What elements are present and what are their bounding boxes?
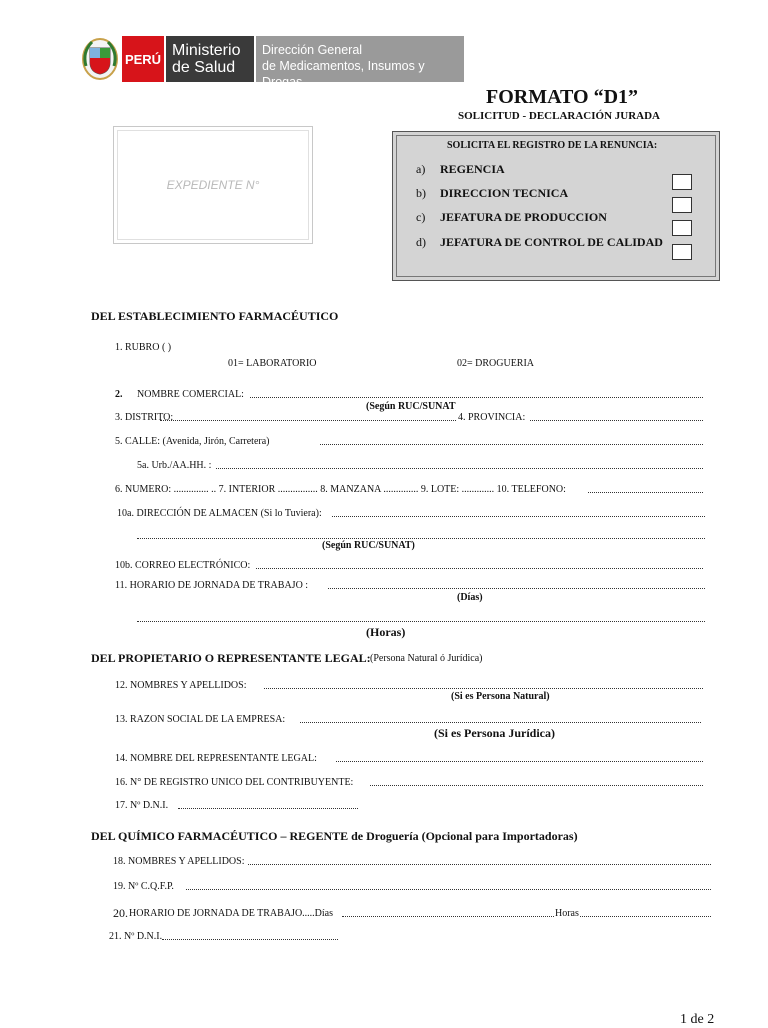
direccion-almacen-label: 10a. DIRECCIÓN DE ALMACEN (Si lo Tuviera): xyxy=(117,508,322,519)
nombres-propietario-field[interactable] xyxy=(264,688,703,689)
option-letter: a) xyxy=(416,162,426,176)
ruc-field[interactable] xyxy=(370,785,703,786)
cqfp-field[interactable] xyxy=(186,889,711,890)
dni-propietario-label: 17. Nº D.N.I. xyxy=(115,800,169,811)
rubro-label: 1. RUBRO ( ) xyxy=(115,342,172,353)
correo-field[interactable] xyxy=(256,568,703,569)
checkbox-regencia[interactable] xyxy=(672,174,692,190)
nombre-comercial-label: NOMBRE COMERCIAL: xyxy=(137,389,244,400)
calle-field[interactable] xyxy=(320,444,703,445)
peru-coat-of-arms-icon xyxy=(80,36,120,82)
form-subtitle: SOLICITUD - DECLARACIÓN JURADA xyxy=(458,110,660,122)
ministerio-line2: de Salud xyxy=(172,59,236,76)
rubro-option-laboratorio: 01= LABORATORIO xyxy=(228,358,317,369)
rubro-option-drogueria: 02= DROGUERIA xyxy=(457,358,535,369)
option-text: JEFATURA DE PRODUCCION xyxy=(440,210,607,224)
distrito-label: 3. DISTRITO: xyxy=(115,412,174,423)
horario-quimico-dias-label: HORARIO DE JORNADA DE TRABAJO.....Días xyxy=(129,908,333,919)
representante-legal-label: 14. NOMBRE DEL REPRESENTANTE LEGAL: xyxy=(115,753,317,764)
section-quimico-title: DEL QUÍMICO FARMACÉUTICO – REGENTE de Droguería (Opcional para Importadoras) xyxy=(91,829,578,843)
ruc-label: 16. N° DE REGISTRO UNICO DEL CONTRIBUYENTE: xyxy=(115,777,354,788)
peru-logo-label: PERÚ xyxy=(122,36,164,82)
page-number: 1 de 2 xyxy=(680,1012,715,1027)
checkbox-jefatura-control-calidad[interactable] xyxy=(672,244,692,260)
horario-horas-note: (Horas) xyxy=(366,625,406,639)
form-title: FORMATO “D1” xyxy=(486,86,639,108)
representante-legal-field[interactable] xyxy=(336,761,703,762)
nombre-comercial-number: 2. xyxy=(115,389,123,400)
dni-propietario-field[interactable] xyxy=(178,808,358,809)
checkbox-direccion-tecnica[interactable] xyxy=(672,197,692,213)
telefono-field[interactable] xyxy=(588,492,703,493)
distrito-field[interactable] xyxy=(160,420,456,421)
option-text: DIRECCION TECNICA xyxy=(440,186,569,200)
urbanizacion-field[interactable] xyxy=(216,468,703,469)
dg-line1: Dirección General xyxy=(262,43,363,57)
cqfp-label: 19. Nº C.Q.F.P. xyxy=(113,881,174,892)
direccion-almacen-field[interactable] xyxy=(332,516,705,517)
dni-quimico-field[interactable] xyxy=(162,939,338,940)
nombre-comercial-field[interactable] xyxy=(250,397,703,398)
expediente-field[interactable]: EXPEDIENTE N° xyxy=(117,130,309,240)
option-letter: d) xyxy=(416,235,426,249)
nombres-quimico-field[interactable] xyxy=(248,864,711,865)
horario-horas-field[interactable] xyxy=(137,621,705,622)
horario-label: 11. HORARIO DE JORNADA DE TRABAJO : xyxy=(115,580,309,591)
nombres-propietario-label: 12. NOMBRES Y APELLIDOS: xyxy=(115,680,247,691)
option-letter: b) xyxy=(416,186,426,200)
provincia-field[interactable] xyxy=(530,420,703,421)
numero-interior-row: 6. NUMERO: .............. .. 7. INTERIOR ................ 8. MANZANA .............. 9. LOTE: ............. 10. TELEFONO: xyxy=(115,484,566,495)
direccion-almacen-field-line2[interactable] xyxy=(137,538,705,539)
horario-quimico-horas-label: Horas xyxy=(555,908,579,919)
horario-quimico-horas-field[interactable] xyxy=(580,916,711,917)
correo-label: 10b. CORREO ELECTRÓNICO: xyxy=(115,560,251,571)
razon-social-label: 13. RAZON SOCIAL DE LA EMPRESA: xyxy=(115,714,286,725)
ministerio-logo xyxy=(166,36,254,82)
segun-ruc-note-1: (Según RUC/SUNAT xyxy=(366,401,456,412)
direccion-general-banner xyxy=(256,36,464,89)
section-establecimiento-title: DEL ESTABLECIMIENTO FARMACÉUTICO xyxy=(91,309,339,323)
dg-line2: de Medicamentos, Insumos y Drogas xyxy=(262,59,425,89)
segun-ruc-note-2: (Según RUC/SUNAT) xyxy=(322,540,415,551)
checkbox-jefatura-produccion[interactable] xyxy=(672,220,692,236)
horario-quimico-number: 20. xyxy=(113,906,128,920)
option-letter: c) xyxy=(416,210,426,224)
horario-dias-note: (Días) xyxy=(457,592,483,603)
provincia-label: 4. PROVINCIA: xyxy=(458,412,526,423)
renuncia-inner-frame xyxy=(396,135,716,277)
horario-dias-field[interactable] xyxy=(328,588,705,589)
ministerio-line1: Ministerio xyxy=(172,42,241,59)
section-propietario-title: DEL PROPIETARIO O REPRESENTANTE LEGAL: xyxy=(91,651,371,665)
option-text: REGENCIA xyxy=(440,162,505,176)
horario-quimico-dias-field[interactable] xyxy=(342,916,554,917)
option-text: JEFATURA DE CONTROL DE CALIDAD xyxy=(440,235,663,249)
dni-quimico-label: 21. Nº D.N.I. xyxy=(109,931,163,942)
razon-social-field[interactable] xyxy=(300,722,701,723)
urbanizacion-label: 5a. Urb./AA.HH. : xyxy=(137,460,212,471)
persona-juridica-note: (Si es Persona Jurídica) xyxy=(434,726,555,740)
persona-natural-note: (Si es Persona Natural) xyxy=(451,691,550,702)
calle-label: 5. CALLE: (Avenida, Jirón, Carretera) xyxy=(115,436,270,447)
renuncia-heading: SOLICITA EL REGISTRO DE LA RENUNCIA: xyxy=(447,140,658,151)
section-propietario-note: (Persona Natural ó Jurídica) xyxy=(370,653,483,664)
nombres-quimico-label: 18. NOMBRES Y APELLIDOS: xyxy=(113,856,245,867)
